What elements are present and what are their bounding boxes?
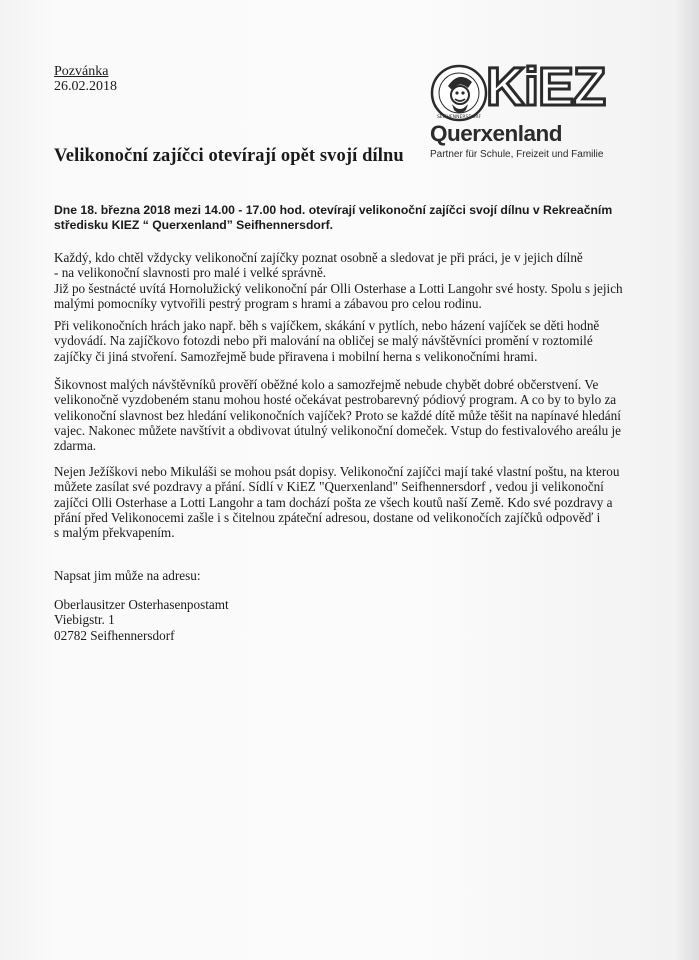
- lead-line: Dne 18. března 2018 mezi 14.00 - 17.00 hod. otevírají velikonoční zajíčci svojí dílnu v Rekreačním: [54, 203, 613, 217]
- text-line: malými pomocníky vytvořili pestrý program s hrami a zábavou pro celou rodinu.: [54, 295, 482, 311]
- paragraph-games: [54, 318, 634, 364]
- text-line: velikonočně vyzdobeném stanu mohou hosté očekávat pestrobarevný pódiový program. A co by to bylo za: [54, 392, 617, 408]
- text-line: zajíčci Olli Osterhase a Lotti Langohr a tam dochází pošta ze všech koutů naší Země. Kdo své pozdravy a: [54, 494, 613, 510]
- headline: Velikonoční zajíčci otevírají opět svojí dílnu: [54, 146, 404, 166]
- text-line: s malým překvapením.: [54, 525, 175, 541]
- text-line: Již po šestnácté uvítá Hornolužický velikonoční pár Olli Osterhase a Lotti Langohr své hosty. Spolu s jejich: [54, 280, 623, 296]
- text-line: vajec. Nakonec můžete navštívit a obdivovat útulný velikonoční domeček. Vstup do festivalového areálu je: [54, 422, 622, 438]
- address-line: Oberlausitzer Osterhasenpostamt: [54, 597, 229, 612]
- invitation-label: Pozvánka: [54, 64, 109, 79]
- lead-paragraph: [54, 203, 614, 233]
- invitation-header: [54, 64, 117, 94]
- logo-name: Querxenland: [430, 121, 563, 146]
- address-line: Viebigstr. 1: [54, 612, 115, 628]
- text-line: vydovádí. Na zajíčkovo fotozdi nebo při malování na obličej se malý návštěvníci promění v roztomilé: [54, 333, 593, 349]
- logo-tagline: Partner für Schule, Freizeit und Familie: [430, 149, 604, 160]
- invitation-date: 26.02.2018: [54, 79, 117, 94]
- logo-brand: KiEZ: [486, 57, 606, 117]
- paragraph-post: [54, 464, 634, 540]
- text-line: Šikovnost malých návštěvníků prověří oběžné kolo a samozřejmě nebude chybět dobré občerstvení. Ve: [54, 377, 599, 392]
- text-line: zajíčky či jiná stvoření. Samozřejmě bude přiravena i mobilní herna s velikonočními hrami.: [54, 348, 538, 364]
- text-line: Nejen Ježíškovi nebo Mikuláši se mohou psát dopisy. Velikonoční zajíčci mají také vlastní poštu, na kterou: [54, 464, 620, 479]
- text-line: velikonoční slavnost bez hledání velikonočních vajíček? Proto se každé dítě může těšit na napínavé hledání: [54, 407, 621, 423]
- text-line: Při velikonočních hrách jako např. běh s vajíčkem, skákání v pytlích, nebo házení vajíček se děti hodně: [54, 318, 600, 333]
- text-line: zdarma.: [54, 438, 97, 454]
- kiez-logo: [426, 57, 606, 166]
- svg-text:SEIFHENNERSDORF: SEIFHENNERSDORF: [436, 115, 482, 120]
- text-line: přání před Velikonocemi zašle i s čitelnou zpáteční adresou, dostane od velikonočích zajíčků odpověď i: [54, 509, 601, 525]
- lead-line: středisku KIEZ “ Querxenland” Seifhennersdorf.: [54, 218, 334, 232]
- text-line: můžete zasílat své pozdravy a přání. Sídlí v KiEZ "Querxenland" Seifhennersdorf , vedou ji velikonoční: [54, 479, 604, 495]
- paragraph-program: [54, 377, 634, 453]
- text-line: - na velikonoční slavnosti pro malé i velké správně.: [54, 265, 327, 281]
- closing-line: Napsat jim může na adresu:: [54, 568, 201, 583]
- text-line: Každý, kdo chtěl vždycky velikonoční zajíčky poznat osobně a sledovat je při práci, je v jejich dílně: [54, 250, 583, 265]
- postal-address: [54, 597, 229, 643]
- page-edge-shadow: [675, 0, 699, 960]
- address-line: 02782 Seifhennersdorf: [54, 627, 175, 643]
- paragraph-intro: [54, 250, 634, 311]
- querx-gnome-emblem-icon: [430, 64, 488, 122]
